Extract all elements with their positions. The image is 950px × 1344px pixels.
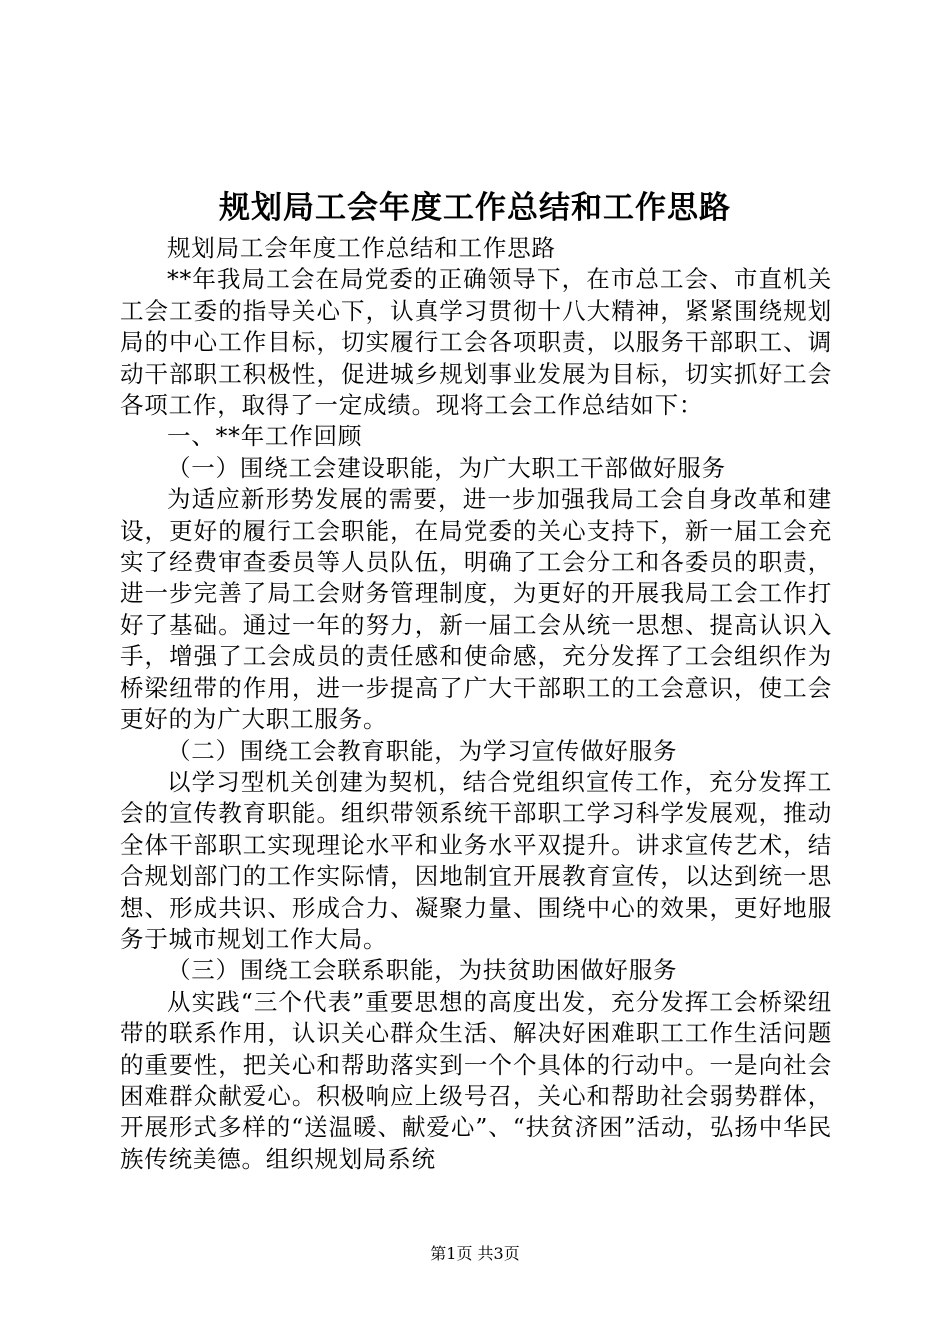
section-heading: 一、**年工作回顾 bbox=[167, 422, 363, 451]
paragraph-subtitle: 规划局工会年度工作总结和工作思路 bbox=[167, 234, 556, 262]
document-title: 规划局工会年度工作总结和工作思路 bbox=[219, 190, 731, 226]
page-number-footer: 第1页 共3页 bbox=[430, 1244, 520, 1263]
paragraph: 从实践“三个代表”重要思想的高度出发，充分发挥工会桥梁纽带的联系作用，认识关心群众生活、解决好困难职工工作生活问题的重要性，把关心和帮助落实到一个个具体的行动中。一是向社会困难群众献爱心。积极响应上级号召，关心和帮助社会弱势群体，开展形式多样的“送温暖、献爱心”、“扶贫济困”活动，弘扬中华民族传统美德。组织规划局系统 bbox=[120, 987, 832, 1173]
paragraph-intro: **年我局工会在局党委的正确领导下，在市总工会、市直机关工会工委的指导关心下，认真学习贯彻十八大精神，紧紧围绕规划局的中心工作目标，切实履行工会各项职责，以服务干部职工、调动干部职工积极性，促进城乡规划事业发展为目标，切实抓好工会各项工作，取得了一定成绩。现将工会工作总结如下： bbox=[120, 265, 832, 420]
document-body bbox=[120, 233, 832, 1175]
paragraph: 以学习型机关创建为契机，结合党组织宣传工作，充分发挥工会的宣传教育职能。组织带领系统干部职工学习科学发展观，推动全体干部职工实现理论水平和业务水平双提升。讲求宣传艺术，结合规划部门的工作实际情，因地制宜开展教育宣传，以达到统一思想、形成共识、形成合力、凝聚力量、围绕中心的效果，更好地服务于城市规划工作大局。 bbox=[120, 767, 832, 953]
subsection-heading: （二）围绕工会教育职能，为学习宣传做好服务 bbox=[167, 736, 678, 765]
paragraph: 为适应新形势发展的需要，进一步加强我局工会自身改革和建设，更好的履行工会职能，在局党委的关心支持下，新一届工会充实了经费审查委员等人员队伍，明确了工会分工和各委员的职责，进一步完善了局工会财务管理制度，为更好的开展我局工会工作打好了基础。通过一年的努力，新一届工会从统一思想、提高认识入手，增强了工会成员的责任感和使命感，充分发挥了工会组织作为桥梁纽带的作用，进一步提高了广大干部职工的工会意识，使工会更好的为广大职工服务。 bbox=[120, 485, 832, 734]
subsection-heading: （三）围绕工会联系职能，为扶贫助困做好服务 bbox=[167, 956, 678, 985]
subsection-heading: （一）围绕工会建设职能，为广大职工干部做好服务 bbox=[167, 453, 726, 482]
